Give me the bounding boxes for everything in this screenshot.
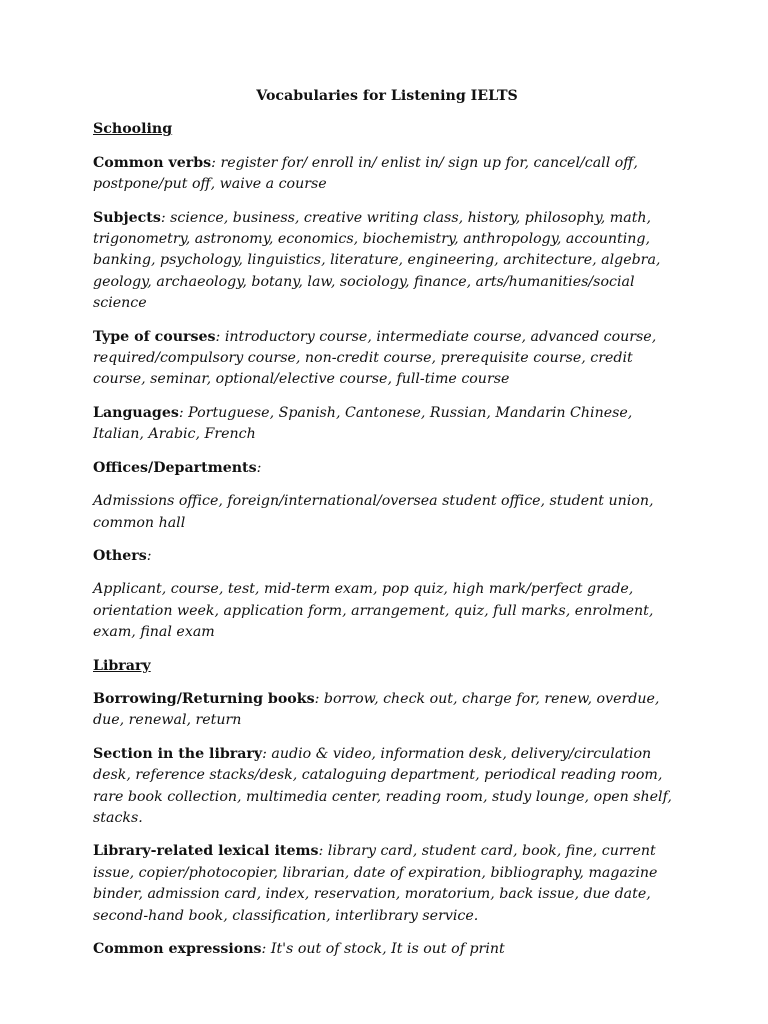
vocabulary-entry xyxy=(93,153,681,196)
entry-separator: : xyxy=(178,404,184,421)
entry-items: introductory course, intermediate course, advanced course, required/compulsory course, non-credit course, prerequisite course, credit course, seminar, optional/elective course, full-time course xyxy=(93,328,657,388)
vocabulary-entry xyxy=(93,689,681,732)
entry-separator: : xyxy=(314,690,320,707)
entry-label: Section in the library xyxy=(93,745,263,762)
entry-label: Borrowing/Returning books xyxy=(93,690,315,707)
entry-items: science, business, creative writing class, history, philosophy, math, trigonometry, astronomy, economics, biochemistry, anthropology, accounting, banking, psychology, linguistics, literature, engineering, architecture, algebra, geology, archaeology, botany, law, sociology, finance, arts/humanities/social science xyxy=(93,209,661,312)
entry-separator: : xyxy=(211,154,216,171)
vocabulary-entry xyxy=(93,403,681,446)
vocabulary-entry xyxy=(93,208,681,315)
vocabulary-entry xyxy=(93,327,681,391)
document-content xyxy=(93,86,681,972)
entry-items: Portuguese, Spanish, Cantonese, Russian, Mandarin Chinese, Italian, Arabic, French xyxy=(93,404,633,443)
vocabulary-entry xyxy=(93,939,681,960)
entry-label: Library-related lexical items xyxy=(93,843,319,860)
entry-separator: : xyxy=(215,328,221,345)
entry-label: Others xyxy=(93,547,147,564)
entry-label: Subjects xyxy=(93,209,161,226)
section-heading: Schooling xyxy=(93,121,173,138)
vocabulary-paragraph: Applicant, course, test, mid-term exam, pop quiz, high mark/perfect grade, orientation week, application form, arrangement, quiz, full marks, enrolment, exam, final exam xyxy=(93,581,654,641)
entry-label: Common expressions xyxy=(93,941,262,957)
entry-separator: : xyxy=(261,941,267,957)
entry-items: audio & video, information desk, delivery/circulation desk, reference stacks/desk, cataloguing department, periodical reading room, rare book collection, multimedia center, reading room, study lounge, open shelf, stacks. xyxy=(93,745,672,826)
entry-label: Type of courses xyxy=(93,328,216,345)
entry-label: Common verbs xyxy=(93,154,212,171)
entry-label: Languages xyxy=(93,404,179,421)
section-heading: Library xyxy=(93,657,151,674)
entry-items: library card, student card, book, fine, current issue, copier/photocopier, librarian, date of expiration, bibliography, magazine binder, admission card, index, reservation, moratorium, back issue, due date, second-hand book, classification, interlibrary service. xyxy=(93,843,658,924)
vocabulary-entry xyxy=(93,744,681,830)
vocabulary-entry xyxy=(93,546,681,567)
entry-items: borrow, check out, charge for, renew, overdue, due, renewal, return xyxy=(93,690,660,729)
entry-label: Offices/Departments xyxy=(93,459,257,476)
entry-items: It's out of stock, It is out of print xyxy=(266,941,505,957)
entry-separator: : xyxy=(146,547,152,564)
vocabulary-entry xyxy=(93,841,681,927)
document-title: Vocabularies for Listening IELTS xyxy=(256,88,518,104)
entry-separator: : xyxy=(256,459,262,476)
entry-separator: : xyxy=(318,843,324,860)
entry-separator: : xyxy=(262,745,267,762)
entry-items: register for/ enroll in/ enlist in/ sign up for, cancel/call off, postpone/put off, waive a course xyxy=(93,154,638,193)
vocabulary-entry xyxy=(93,458,681,479)
vocabulary-paragraph: Admissions office, foreign/international/oversea student office, student union, common hall xyxy=(93,493,654,531)
entry-separator: : xyxy=(160,209,166,226)
